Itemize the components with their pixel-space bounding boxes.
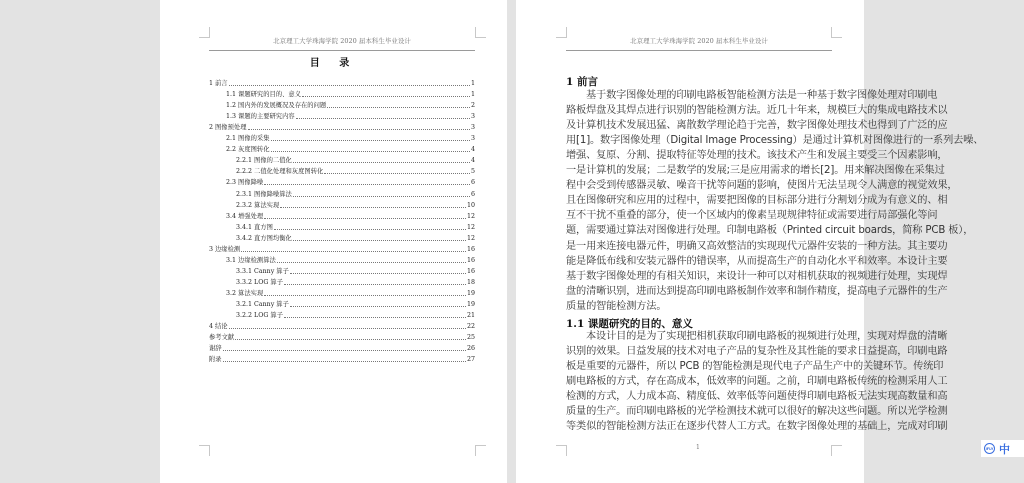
- toc-entry[interactable]: [226, 101, 475, 110]
- toc-entry-label: 3.3.1 Canny 算子: [236, 267, 289, 275]
- toc-dot-leader: [235, 339, 466, 340]
- body-text-line: 基于数字图像处理的印刷电路板智能检测方法是一种基于数字图像处理对印刷电: [586, 90, 938, 101]
- toc-entry-page: 25: [466, 334, 475, 342]
- subsection-heading: 1.1 课题研究的目的、意义: [566, 317, 693, 330]
- body-text-line: 程中会受到传感器灵敏、噪音干扰等问题的影响，使图片无法呈现令人满意的视觉效果，: [566, 180, 958, 192]
- toc-dot-leader: [229, 85, 470, 86]
- body-text-line: 能是降低布线和安装元器件的错误率，从而提高生产的自动化水平和效率。本设计主要: [566, 255, 948, 267]
- toc-dot-leader: [302, 96, 470, 97]
- page-number: 1: [696, 444, 700, 451]
- toc-dot-leader: [293, 162, 470, 163]
- toc-entry[interactable]: [236, 267, 475, 276]
- body-text-line: 等类似的智能检测方法正在逐步代替人工方式。在数字图像处理的基础上，完成对印刷: [566, 421, 948, 433]
- margin-corner-mark: [475, 445, 486, 456]
- toc-entry-page: 18: [466, 278, 475, 286]
- toc-dot-leader: [296, 118, 470, 119]
- toc-entry-page: 3: [470, 113, 475, 121]
- body-text-line: 基于数字图像处理的有相关知识，来设计一种可以对相机获取的视频进行处理，实现焊: [566, 270, 948, 282]
- toc-entry-label: 3.2.2 LOG 算子: [236, 312, 283, 320]
- toc-entry-page: 19: [466, 301, 475, 308]
- toc-dot-leader: [248, 129, 470, 130]
- toc-entry-page: 16: [466, 267, 475, 275]
- toc-entry-label: 3.4.1 直方图: [236, 223, 273, 231]
- toc-entry-label: 2 图像预处理: [209, 124, 247, 132]
- toc-entry-page: 6: [470, 179, 475, 187]
- toc-entry[interactable]: [236, 201, 475, 210]
- ime-logo-icon[interactable]: iFLY: [984, 443, 995, 454]
- toc-entry-label: 3.1 边缘检测算法: [226, 256, 276, 264]
- toc-entry-page: 27: [466, 356, 475, 364]
- body-text-line: 质量的智能检测方法。: [566, 300, 667, 312]
- ime-toolbar[interactable]: [981, 440, 1024, 457]
- toc-entry-page: 16: [466, 245, 475, 253]
- toc-dot-leader: [271, 140, 470, 141]
- toc-entry-label: 1.2 国内外的发展概况及存在的问题: [226, 102, 327, 110]
- toc-entry[interactable]: [209, 344, 475, 353]
- toc-entry-page: 12: [466, 234, 475, 242]
- toc-entry-page: 3: [470, 135, 475, 143]
- toc-entry-label: 2.2.1 图像的二值化: [236, 157, 292, 165]
- body-text-line: 盘的清晰识别，进而达到提高印刷电路板制作效率和制作精度，提高电子元器件的生产: [566, 285, 948, 297]
- toc-entry-label: 2.2.2 二值化处理和灰度图转化: [236, 168, 324, 176]
- margin-corner-mark: [831, 27, 842, 38]
- toc-dot-leader: [277, 262, 466, 263]
- toc-entry[interactable]: [209, 245, 475, 254]
- toc-entry-label: 3.2 算法实现: [226, 289, 264, 297]
- toc-entry-label: 3.4 增强处理: [226, 212, 264, 220]
- body-text-line: 及计算机技术发展迅猛、离散数学理论趋于完善，数字图像处理技术也得到了广泛的应: [566, 120, 948, 132]
- toc-entry[interactable]: [236, 278, 475, 287]
- body-text-line: 一是计算机的发展；二是数学的发展;三是应用需求的增长[2]。用来解决图像在采集过: [566, 165, 945, 177]
- toc-entry[interactable]: [236, 234, 475, 243]
- toc-dot-leader: [274, 229, 466, 230]
- toc-entry[interactable]: [236, 311, 475, 320]
- toc-entry-page: 1: [470, 91, 475, 99]
- body-text-line: 题，需要通过算法对图像进行处理。印制电路板（Printed circuit boards，简称 PCB 板），: [566, 225, 974, 237]
- body-text-line: 板是重要的元器件，所以 PCB 的智能检测是现代电子产品生产中的关键环节。传统印: [566, 360, 944, 372]
- toc-entry-label: 3.4.2 直方图均衡化: [236, 234, 292, 242]
- toc-dot-leader: [293, 196, 470, 197]
- toc-entry[interactable]: [226, 178, 475, 187]
- toc-entry-label: 3.2.1 Canny 算子: [236, 301, 289, 308]
- toc-entry[interactable]: [226, 90, 475, 99]
- toc-entry-label: 1.1 课题研究的目的、意义: [226, 91, 301, 99]
- toc-dot-leader: [324, 173, 470, 174]
- margin-corner-mark: [556, 445, 567, 456]
- section-heading: 1 前言: [566, 76, 598, 88]
- toc-entry-label: 3 边缘检测: [209, 245, 241, 253]
- body-text-line: 互不干扰不重叠的部分，使一个区域内的像素呈现规律特征或需要进行局部强化等问: [566, 210, 938, 222]
- toc-entry-label: 1.3 课题的主要研究内容: [226, 113, 295, 121]
- toc-entry-label: 谢辞: [209, 345, 222, 353]
- toc-entry-label: 2.3.2 算法实现: [236, 201, 280, 209]
- toc-entry[interactable]: [209, 123, 475, 132]
- toc-entry-page: 16: [466, 256, 475, 264]
- toc-dot-leader: [327, 107, 470, 108]
- page-header: 北京理工大学珠海学院 2020 届本科生毕业设计: [273, 37, 411, 45]
- toc-entry[interactable]: [209, 79, 475, 88]
- toc-entry-page: 22: [466, 323, 475, 331]
- toc-dot-leader: [284, 284, 466, 285]
- toc-dot-leader: [223, 361, 466, 362]
- toc-entry[interactable]: [236, 167, 475, 176]
- toc-dot-leader: [264, 184, 470, 185]
- toc-entry[interactable]: [226, 134, 475, 143]
- toc-entry-label: 4 结论: [209, 323, 228, 331]
- toc-entry[interactable]: [226, 145, 475, 154]
- toc-entry[interactable]: [226, 289, 475, 298]
- toc-entry[interactable]: [236, 190, 475, 199]
- body-text-line: 识别的效果。日益发展的技术对电子产品的复杂性及其性能的要求日益提高，印刷电路: [566, 345, 948, 357]
- toc-entry-label: 2.3 图像降噪: [226, 179, 264, 187]
- document-page-toc: [160, 0, 507, 483]
- toc-entry-page: 26: [466, 345, 475, 353]
- toc-entry-label: 附录: [209, 356, 222, 364]
- toc-dot-leader: [284, 317, 466, 318]
- header-rule: [209, 50, 475, 51]
- toc-entry-page: 1: [470, 80, 475, 87]
- toc-entry-page: 5: [470, 168, 475, 176]
- toc-entry-page: 4: [470, 146, 475, 154]
- toc-entry-label: 2.2 灰度图转化: [226, 146, 270, 154]
- toc-entry[interactable]: [236, 156, 475, 165]
- toc-entry-label: 3.3.2 LOG 算子: [236, 278, 283, 286]
- toc-entry[interactable]: [236, 223, 475, 232]
- body-text-line: 增强、复原、分割、提取特征等处理的技术。该技术产生和发展主要受三个因素影响，: [566, 150, 948, 162]
- toc-dot-leader: [223, 350, 466, 351]
- document-page-1: [516, 0, 984, 483]
- body-text-line: 本设计目的是为了实现把相机获取印刷电路板的视频进行处理，实现对焊盘的清晰: [586, 330, 948, 342]
- body-text-line: 质量的生产。而印刷电路板的光学检测技术就可以很好的解决这些问题。所以光学检测: [566, 406, 948, 418]
- body-text-line: 是一用来连接电器元件，明确又高效整洁的实现现代元器件安装的一种方法。其主要功: [566, 240, 948, 252]
- body-text-line: 检测的方式，人力成本高、精度低、效率低等问题使得印刷电路板无法实现高数量和高: [566, 391, 948, 402]
- toc-entry-page: 21: [466, 312, 475, 320]
- margin-corner-mark: [199, 445, 210, 456]
- toc-entry-page: 6: [470, 190, 475, 198]
- toc-dot-leader: [264, 295, 466, 296]
- toc-entry-page: 4: [470, 157, 475, 165]
- margin-corner-mark: [475, 27, 486, 38]
- toc-entry-label: 1 前言: [209, 80, 228, 87]
- toc-entry-label: 2.1 图像的采集: [226, 135, 270, 143]
- toc-dot-leader: [241, 251, 466, 252]
- toc-entry-page: 2: [470, 102, 475, 110]
- toc-entry[interactable]: [209, 333, 475, 342]
- toc-entry-page: 3: [470, 124, 475, 132]
- toc-entry-label: 2.3.1 图像降噪算法: [236, 190, 292, 198]
- toc-entry[interactable]: [226, 212, 475, 221]
- toc-dot-leader: [290, 273, 466, 274]
- ime-language-toggle[interactable]: 中: [999, 442, 1010, 456]
- toc-entry[interactable]: [209, 322, 475, 331]
- toc-entry-page: 12: [466, 223, 475, 231]
- toc-entry[interactable]: [226, 256, 475, 265]
- toc-dot-leader: [229, 328, 466, 329]
- body-text-line: 用[1]。数字图像处理（Digital Image Processing）是通过计算机对图像进行的一系列去噪、: [566, 135, 984, 147]
- toc-dot-leader: [280, 207, 466, 208]
- body-text-line: 刷电路板的方式，存在高成本，低效率的问题。之前，印刷电路板传统的检测采用人工: [566, 375, 948, 387]
- toc-dot-leader: [264, 218, 466, 219]
- toc-entry-page: 19: [466, 289, 475, 297]
- toc-entry-label: 参考文献: [209, 334, 235, 342]
- toc-entry[interactable]: [236, 300, 475, 309]
- page-header: 北京理工大学珠海学院 2020 届本科生毕业设计: [630, 37, 768, 45]
- toc-entry-page: 10: [466, 201, 475, 209]
- body-text-line: 且在图像研究和应用的过程中，需要把图像的目标部分进行分割划分成为有意义的、相: [566, 195, 948, 207]
- body-text-line: 路板焊盘及其焊点进行识别的智能检测方法。近几十年来，规模巨大的集成电路技术以: [566, 105, 948, 117]
- toc-entry[interactable]: [209, 355, 475, 364]
- toc-title: 目 录: [309, 58, 358, 69]
- toc-entry-page: 12: [466, 212, 475, 220]
- header-rule: [566, 50, 832, 51]
- toc-dot-leader: [293, 240, 466, 241]
- margin-corner-mark: [831, 445, 842, 456]
- toc-dot-leader: [271, 151, 470, 152]
- toc-dot-leader: [290, 306, 466, 307]
- toc-entry[interactable]: [226, 112, 475, 121]
